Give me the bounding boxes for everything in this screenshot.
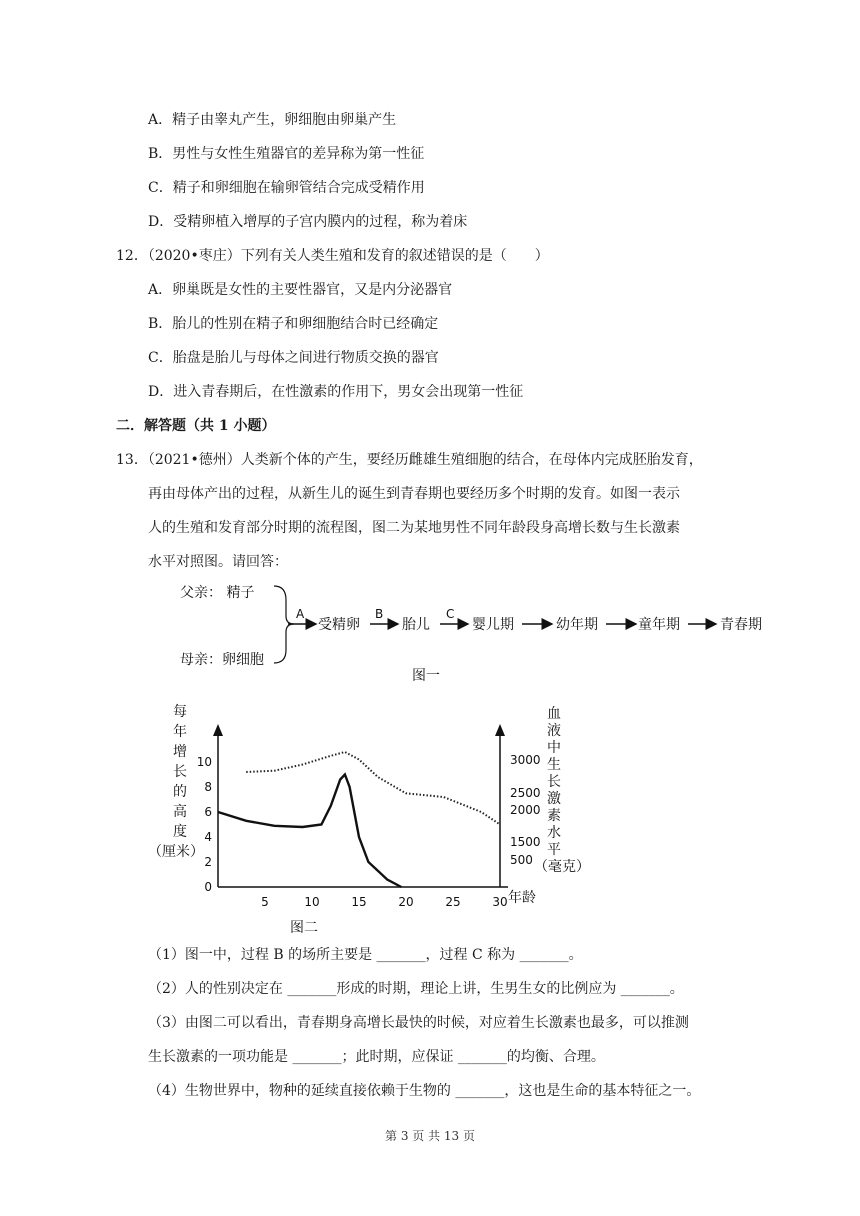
- stage-childhood: 童年期: [638, 617, 680, 633]
- mother-label: 母亲：卵细胞: [180, 652, 264, 668]
- figure-2-chart: [140, 700, 600, 942]
- stage-fetus: 胎儿: [402, 617, 430, 633]
- y-left-axis-label-char: 的: [173, 784, 187, 800]
- y-left-tick-label: 4: [204, 830, 212, 844]
- q13-sub-4: （4）生物世界中，物种的延续直接依赖于生物的 _______，这也是生命的基本特征之一。: [148, 1083, 701, 1099]
- y-left-tick-label: 8: [204, 780, 212, 794]
- y-right-tick-label: 2000: [510, 803, 541, 817]
- y-right-tick-label: 500: [510, 853, 533, 867]
- stage-puberty: 青春期: [720, 617, 762, 633]
- y-left-tick-label: 0: [204, 880, 212, 894]
- q12-option-a: A．卵巢既是女性的主要性器官，又是内分泌器官: [148, 282, 453, 298]
- y-right-axis-label-char: 液: [547, 723, 561, 739]
- y-left-axis-label-char: 高: [173, 804, 187, 820]
- y-right-axis-label-char: 素: [547, 808, 561, 824]
- y-left-axis-label-char: 度: [173, 824, 187, 840]
- q13-sub-3: （3）由图二可以看出，青春期身高增长最快的时候，对应着生长激素也最多，可以推测: [148, 1015, 689, 1031]
- y-right-axis-label-char: 血: [547, 706, 561, 722]
- q11-option-a: A．精子由睾丸产生，卵细胞由卵巢产生: [148, 112, 397, 128]
- q11-option-d: D．受精卵植入增厚的子宫内膜内的过程，称为着床: [148, 214, 468, 230]
- figure-2-caption: 图二: [290, 920, 318, 936]
- q12-option-d: D．进入青春期后，在性激素的作用下，男女会出现第一性征: [148, 384, 524, 400]
- y-left-axis-label-char: （厘米）: [148, 844, 204, 860]
- x-axis-label: 年龄: [508, 890, 536, 906]
- y-right-axis-label-char: 平: [547, 842, 561, 858]
- y-right-tick-label: 3000: [510, 753, 541, 767]
- q12-stem: 12．（2020•枣庄）下列有关人类生殖和发育的叙述错误的是（ ）: [116, 248, 549, 264]
- q13-line-3: 人的生殖和发育部分时期的流程图，图二为某地男性不同年龄段身高增长数与生长激素: [148, 520, 680, 536]
- q13-sub-1: （1）图一中，过程 B 的场所主要是 _______，过程 C 称为 _______。: [148, 947, 583, 963]
- section-title: 二．解答题（共 1 小题）: [116, 418, 276, 434]
- y-axis-right-arrow: [495, 724, 505, 736]
- x-tick-label: 15: [351, 895, 367, 909]
- y-right-axis-label-char: 生: [547, 757, 561, 773]
- q13-sub-3b: 生长激素的一项功能是 _______；此时期，应保证 _______的均衡、合理。: [148, 1049, 605, 1065]
- y-left-tick-label: 10: [196, 755, 212, 769]
- q11-option-c: C．精子和卵细胞在输卵管结合完成受精作用: [148, 180, 425, 196]
- page-footer: 第 3 页 共 13 页: [385, 1129, 475, 1143]
- q12-option-b: B．胎儿的性别在精子和卵细胞结合时已经确定: [148, 316, 439, 332]
- y-right-axis-label-char: 水: [547, 825, 561, 841]
- growth-hormone-line: [246, 752, 500, 825]
- height-growth-line: [218, 775, 401, 888]
- figure-1-caption: 图一: [412, 668, 440, 684]
- label-a: A: [296, 607, 305, 621]
- y-left-axis-label-char: 年: [173, 724, 187, 740]
- father-label: 父亲： 精子: [180, 585, 255, 601]
- q12-option-c: C．胎盘是胎儿与母体之间进行物质交换的器官: [148, 350, 439, 366]
- figure-1-flowchart: [170, 578, 790, 688]
- y-left-axis-label-char: 每: [173, 704, 187, 720]
- y-right-axis-label-char: 激: [547, 791, 561, 807]
- q13-sub-2: （2）人的性别决定在 _______形成的时期，理论上讲，生男生女的比例应为 _______。: [148, 981, 684, 997]
- stage-zygote: 受精卵: [318, 617, 360, 633]
- x-tick-label: 30: [492, 895, 508, 909]
- y-right-axis-label-char: （毫克）: [534, 859, 590, 875]
- y-right-axis-label-char: 长: [547, 774, 561, 790]
- y-right-axis-label-char: 中: [547, 740, 561, 756]
- y-left-tick-label: 2: [204, 855, 212, 869]
- y-left-axis-label-char: 增: [173, 744, 187, 760]
- q11-option-b: B．男性与女性生殖器官的差异称为第一性征: [148, 146, 425, 162]
- label-b: B: [375, 607, 384, 621]
- x-tick-label: 10: [304, 895, 320, 909]
- stage-infancy: 婴儿期: [472, 617, 514, 633]
- q13-line-1: 13．（2021•德州）人类新个体的产生，要经历雌雄生殖细胞的结合，在母体内完成胚胎发育，: [116, 452, 703, 468]
- y-left-tick-label: 6: [204, 805, 212, 819]
- q13-line-4: 水平对照图。请回答：: [148, 554, 288, 570]
- q13-line-2: 再由母体产出的过程，从新生儿的诞生到青春期也要经历多个时期的发育。如图一表示: [148, 486, 680, 502]
- x-tick-label: 20: [398, 895, 414, 909]
- x-tick-label: 25: [445, 895, 461, 909]
- stage-early-childhood: 幼年期: [556, 617, 598, 633]
- label-c: C: [446, 607, 455, 621]
- x-tick-label: 5: [261, 895, 269, 909]
- y-right-tick-label: 1500: [510, 835, 541, 849]
- y-right-tick-label: 2500: [510, 786, 541, 800]
- y-left-axis-label-char: 长: [173, 764, 187, 780]
- y-axis-left-arrow: [213, 724, 223, 736]
